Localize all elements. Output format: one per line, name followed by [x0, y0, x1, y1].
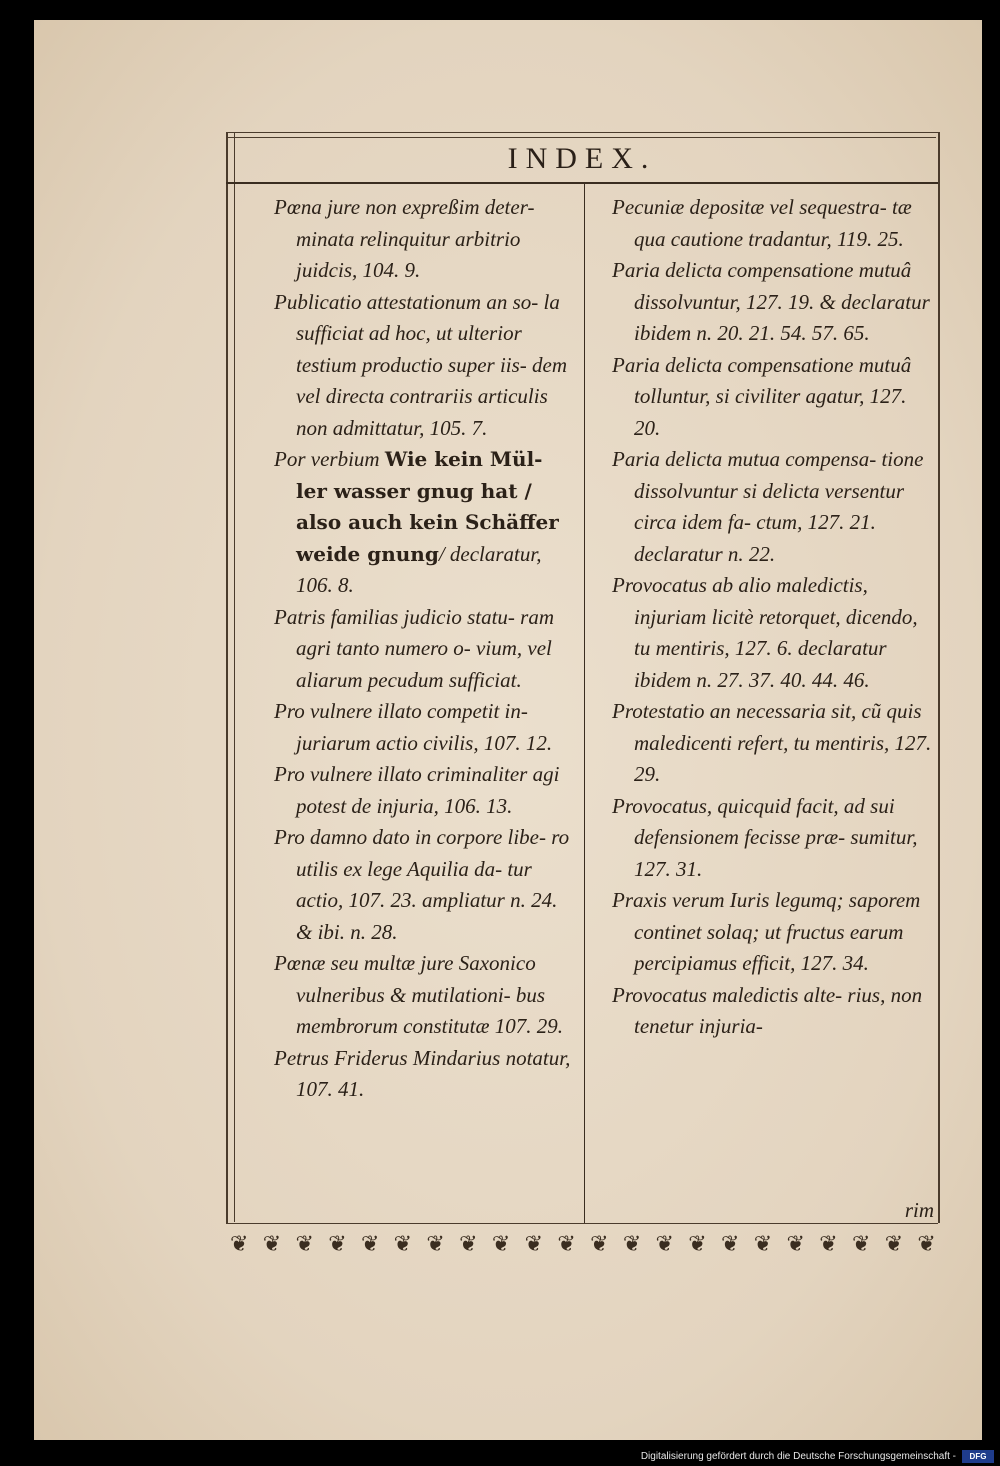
book-page: [34, 20, 982, 1440]
ornament-flower-icon: ❦: [524, 1232, 544, 1257]
index-entry: [274, 444, 574, 602]
ornament-flower-icon: ❦: [360, 1232, 380, 1257]
index-entry: Publicatio attestationum an so- la sufficiat ad hoc, ut ulterior testium productio super iis- dem vel directa contrariis articulis non admittatur, 105. 7.: [274, 289, 568, 440]
index-entry: Pœna jure non expreßim deter- minata relinquitur arbitrio juidcis, 104. 9.: [274, 195, 535, 282]
index-entry: Paria delicta compensatione mutuâ dissolvuntur, 127. 19. & declaratur ibidem n. 20. 21. 54. 57. 65.: [612, 258, 930, 345]
ornament-flower-icon: ❦: [851, 1232, 871, 1257]
index-entry: Pro vulnere illato competit in- juriarum actio civilis, 107. 12.: [274, 699, 553, 755]
ornament-flower-icon: ❦: [459, 1232, 478, 1257]
index-entry: Pro vulnere illato criminaliter agi potest de injuria, 106. 13.: [274, 762, 560, 818]
index-entry: Paria delicta compensatione mutuâ tolluntur, si civiliter agatur, 127. 20.: [612, 352, 912, 440]
index-entry: Paria delicta mutua compensa- tione dissolvuntur si delicta versentur circa idem fa- ctum, 127. 21. declaratur n. 22.: [612, 447, 924, 566]
ornament-flower-icon: ❦: [786, 1232, 805, 1257]
page-header-title: INDEX.: [507, 142, 657, 175]
entry-suffix: / declaratur, 106. 8.: [296, 541, 542, 597]
index-entry: Pro damno dato in corpore libe- ro utilis ex lege Aquilia da- tur actio, 107. 23. ampliatur n. 24. & ibi. n. 28.: [274, 825, 570, 944]
ornament-flower-icon: ❦: [688, 1232, 707, 1257]
index-entry: Petrus Friderus Mindarius notatur, 107. 41.: [274, 1045, 571, 1101]
ornament-flower-icon: ❦: [590, 1232, 609, 1257]
frame-top-double-rule: [226, 137, 936, 138]
entry-gothic-text: Wie kein Mül- ler wasser gnug hat / also auch kein Schäffer weide gnung: [296, 447, 559, 566]
frame-inner-left-rule: [234, 132, 235, 1222]
index-right-column: [612, 192, 932, 1043]
ornament-flower-icon: ❦: [491, 1232, 511, 1257]
ornament-flower-icon: ❦: [295, 1232, 314, 1257]
ornament-flower-icon: ❦: [917, 1232, 936, 1257]
ornament-flower-icon: ❦: [721, 1232, 740, 1257]
catchword: rim: [904, 1198, 934, 1222]
ornament-flower-icon: ❦: [328, 1232, 347, 1257]
index-entry: Pecuniæ depositæ vel sequestra- tæ qua cautione tradantur, 119. 25.: [612, 195, 912, 251]
index-entry: Praxis verum Iuris legumq; saporem continet solaq; ut fructus earum percipiamus efficit, 127. 34.: [612, 888, 921, 975]
index-entry: Pœnæ seu multæ jure Saxonico vulneribus & mutilationi- bus membrorum constitutæ 107. 29.: [274, 951, 563, 1038]
ornament-flower-icon: ❦: [819, 1232, 838, 1257]
ornament-flower-icon: ❦: [230, 1232, 249, 1257]
entry-prefix: Por verbium: [274, 447, 385, 471]
header-rule: [226, 182, 938, 184]
ornament-flower-icon: ❦: [393, 1232, 413, 1257]
bottom-rule: [226, 1223, 938, 1224]
ornament-flower-icon: ❦: [426, 1232, 445, 1257]
ornament-flower-icon: ❦: [884, 1232, 904, 1257]
ornament-flower-icon: ❦: [753, 1232, 773, 1257]
index-entry: Protestatio an necessaria sit, cũ quis maledicenti refert, tu mentiris, 127. 29.: [612, 699, 932, 786]
ornament-flower-icon: ❦: [622, 1232, 642, 1257]
dfg-logo-icon: DFG: [962, 1450, 994, 1463]
index-entry: Provocatus ab alio maledictis, injuriam licitè retorquet, dicendo, tu mentiris, 127. 6. declaratur ibidem n. 27. 37. 40. 44. 46.: [612, 573, 918, 692]
index-entry: Patris familias judicio statu- ram agri tanto numero o- vium, vel aliarum pecudum sufficiat.: [274, 604, 555, 692]
ornament-flower-icon: ❦: [262, 1232, 282, 1257]
index-entry: Provocatus, quicquid facit, ad sui defensionem fecisse præ- sumitur, 127. 31.: [612, 793, 918, 881]
column-divider: [584, 184, 585, 1224]
ornament-flower-icon: ❦: [655, 1232, 674, 1257]
digitization-credit: Digitalisierung gefördert durch die Deutsche Forschungsgemeinschaft -: [640, 1451, 956, 1462]
ornament-flower-icon: ❦: [557, 1232, 576, 1257]
index-entry: Provocatus maledictis alte- rius, non tenetur injuria-: [612, 982, 923, 1038]
ornament-border: [230, 1228, 936, 1262]
index-left-column: [274, 192, 574, 1106]
